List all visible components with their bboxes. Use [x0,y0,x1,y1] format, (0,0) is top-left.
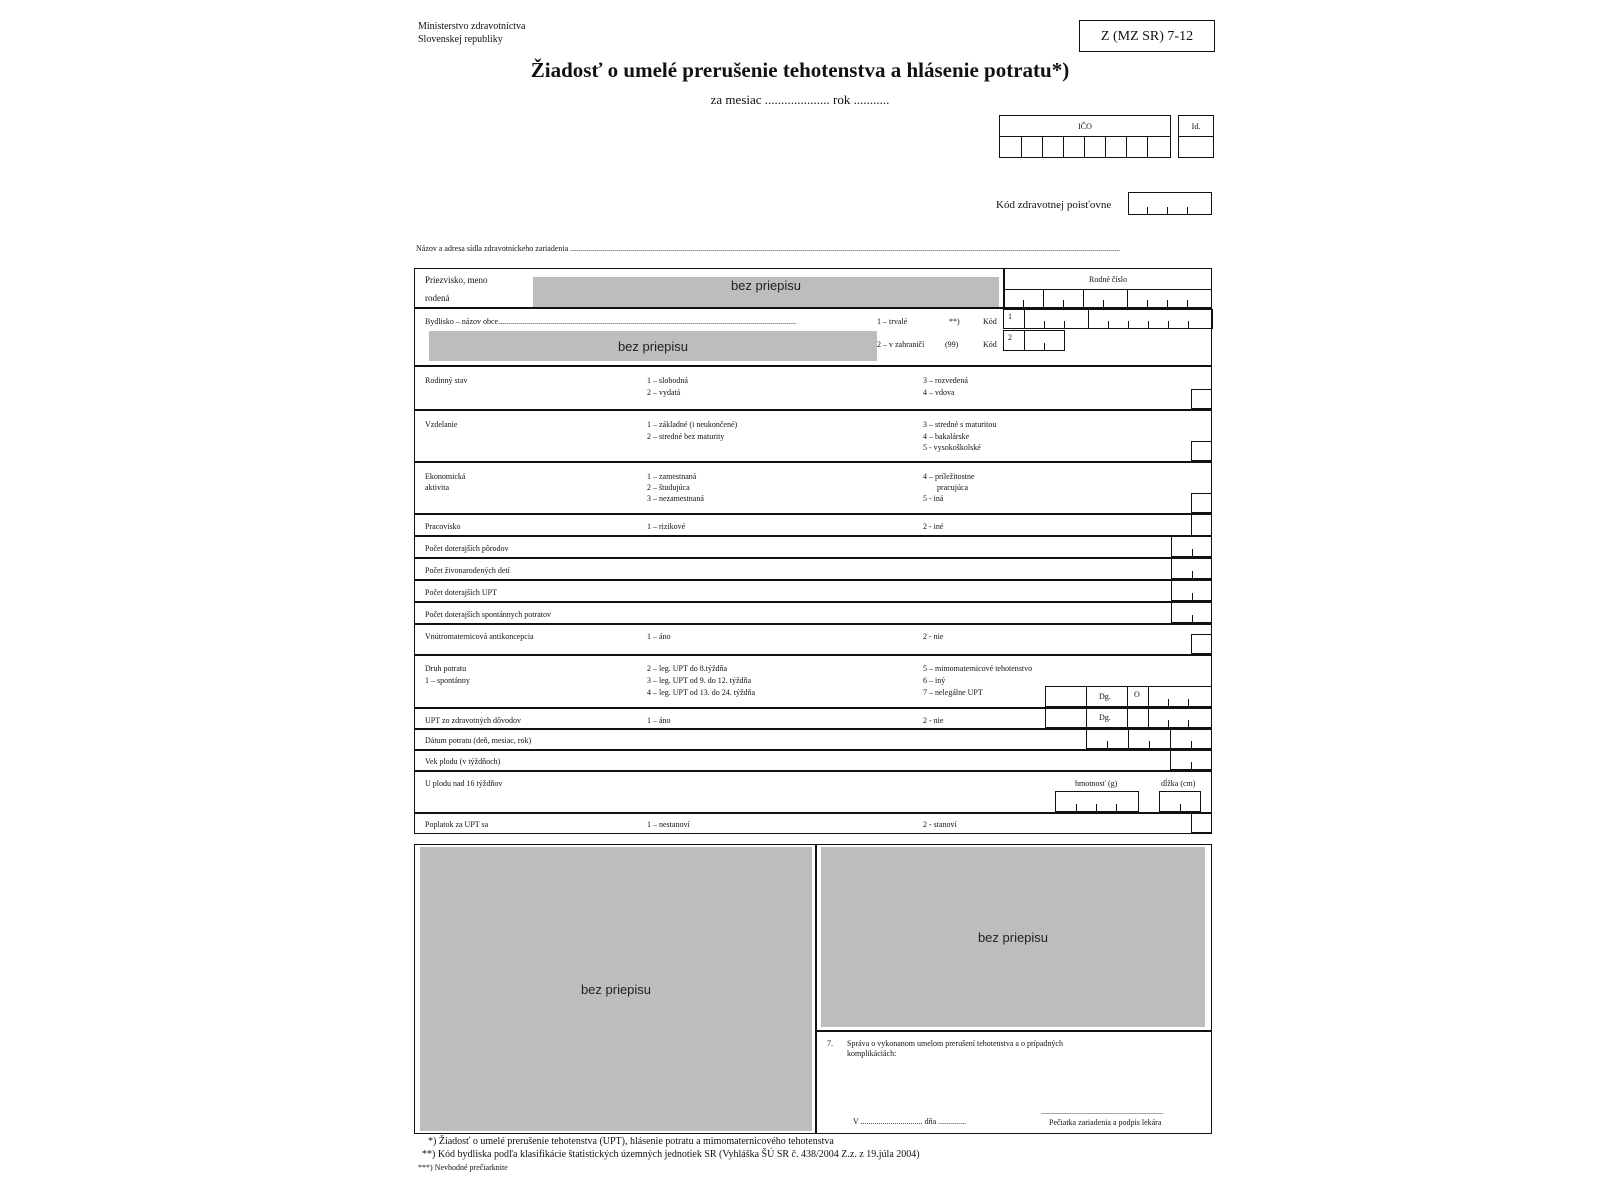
report-text[interactable] [847,1039,1187,1059]
economic-opt-3: 3 – nezamestnaná [647,494,704,503]
economic-opt-4b: pracujúca [937,483,969,492]
length-code-box[interactable] [1159,791,1201,812]
marital-opt-4: 4 – vdova [923,388,955,397]
live-births-code-box[interactable] [1171,557,1212,579]
insurer-label: Kód zdravotnej poisťovne [996,199,1112,211]
residence-permanent: 1 – trvalé [877,317,908,326]
redacted-right-text: bez priepisu [977,929,1049,945]
date-code-box[interactable] [1086,728,1212,749]
rc-label: Rodné číslo [1089,275,1127,284]
economic-opt-1: 1 – zamestnaná [647,472,697,481]
o-label: O [1134,690,1140,699]
fee-code-box[interactable] [1191,812,1212,833]
date-label: Dátum potratu (deň, mesiac, rok) [425,736,532,745]
footnote-2: **) Kód bydliska podľa klasifikácie štatistických územných jednotiek SR (Vyhláška ŠÚ SR č. 438/2004 Z.z. z 19.júla 2004) [422,1149,920,1160]
residence-code-1[interactable] [1003,309,1213,329]
weight-code-box[interactable] [1055,791,1139,812]
box-number-1: 1 [1008,312,1012,321]
dg-label-2: Dg. [1099,713,1111,722]
born-label: rodená [425,293,450,303]
workplace-label: Pracovisko [425,522,461,531]
report-text-line-2: komplikáciách: [847,1049,897,1058]
live-births-label: Počet živonarodených detí [425,566,510,575]
iud-label: Vnútromaternicová antikoncepcia [425,632,534,641]
spont-count-label: Počet doterajších spontánnych potratov [425,610,551,619]
upt-count-code-box[interactable] [1171,579,1212,601]
facility-label-text: Názov a adresa sídla zdravotníckeho zariadenia [416,244,569,253]
abortion-type-opt-5: 5 – mimomaternicové tehotenstvo [923,664,1033,673]
fee-label: Poplatok za UPT sa [425,820,489,829]
rc-digits[interactable] [1003,289,1211,307]
ico-label: IČO [1078,122,1092,131]
abortion-type-label: Druh potratu [425,664,467,673]
kod-label-2: Kód [983,340,997,349]
iud-code-box[interactable] [1191,634,1212,654]
iud-opt-1: 1 – áno [647,632,671,641]
abortion-type-opt-2: 2 – leg. UPT do 8.týždňa [647,664,728,673]
signature-line[interactable]: ............................................................. [1041,1107,1163,1116]
report-text-line-1: Správa o vykonanom umelom prerušení tehotenstva a o prípadných [847,1039,1063,1048]
place-date-line[interactable]: V ............................... dňa .............. [853,1117,967,1126]
id-label: Id. [1191,122,1201,131]
fetal-age-code-box[interactable] [1170,749,1212,770]
dg-label-cell-1 [1086,686,1128,707]
form-title: Žiadosť o umelé prerušenie tehotenstva a hlásenie potratu*) [530,58,1070,82]
spont-count-code-box[interactable] [1171,601,1212,623]
economic-opt-5: 5 - iná [923,494,944,503]
health-reasons-label: UPT zo zdravotných dôvodov [425,716,522,725]
economic-code-box[interactable] [1191,493,1212,513]
abortion-type-opt-7: 7 – nelegálne UPT [923,688,983,697]
dg-label-1: Dg. [1099,692,1111,701]
marital-opt-1: 1 – slobodná [647,376,688,385]
workplace-opt-2: 2 - iné [923,522,944,531]
fetal-age-label: Vek plodu (v týždňoch) [425,757,501,766]
id-box[interactable] [1178,115,1214,158]
abortion-type-opt-6: 6 – iný [923,676,946,685]
main-table [414,268,1212,834]
diagnosis-code-2[interactable] [1127,707,1212,728]
economic-label-2: aktivita [425,483,449,492]
redacted-name [533,277,999,307]
fee-opt-2: 2 - stanoví [923,820,957,829]
redacted-address [429,331,877,361]
footnote-1: *) Žiadosť o umelé prerušenie tehotenstva (UPT), hlásenie potratu a mimomaternicového tehotenstva [428,1136,834,1147]
upt-count-label: Počet doterajších UPT [425,588,497,597]
education-code-box[interactable] [1191,441,1212,461]
insurer-code-box[interactable] [1128,192,1212,215]
over16-label: U plodu nad 16 týždňov [425,779,503,788]
health-reasons-opt-1: 1 – áno [647,716,671,725]
abortion-type-opt-4: 4 – leg. UPT od 13. do 24. týždňa [647,688,756,697]
ministry-line-2: Slovenskej republiky [418,34,503,45]
fee-opt-1: 1 – nestanoví [647,820,690,829]
period-line[interactable]: za mesiac .................... rok ........... [710,92,890,107]
abroad-code: (99) [945,340,959,349]
bottom-section [414,844,1212,1134]
redacted-name-text: bez priepisu [730,278,802,293]
education-opt-1: 1 – základné (i neukončené) [647,420,738,429]
address-label-text: Bydlisko – názov obce [425,317,499,326]
health-reasons-opt-2: 2 - nie [923,716,944,725]
address-label[interactable]: Bydlisko – názov obce..................................................................................................................................................... [425,317,797,326]
kod-label-1: Kód [983,317,997,326]
marital-opt-2: 2 – vydatá [647,388,681,397]
redacted-left-text: bez priepisu [580,981,652,997]
abortion-type-opt-1: 1 – spontánny [425,676,470,685]
marital-label: Rodinný stav [425,376,468,385]
box-number-2: 2 [1008,333,1012,342]
redacted-address-text: bez priepisu [617,338,689,354]
marital-code-box[interactable] [1191,389,1212,409]
education-opt-2: 2 – stredné bez maturity [647,432,725,441]
name-label: Priezvisko, meno [425,275,488,285]
marital-opt-3: 3 – rozvedená [923,376,968,385]
education-opt-4: 4 – bakalárske [923,432,970,441]
stamp-label: Pečiatka zariadenia a podpis lekára [1049,1118,1162,1127]
dg-label-cell-2 [1086,707,1128,728]
workplace-opt-1: 1 – rizikové [647,522,686,531]
ministry-name [418,20,525,46]
education-opt-5: 5 - vysokoškolské [923,443,981,452]
facility-label[interactable]: Názov a adresa sídla zdravotníckeho zariadenia ................................................................................................................................................................................................................................................................................... [416,244,1121,253]
births-label: Počet doterajších pôrodov [425,544,509,553]
abortion-type-opt-3: 3 – leg. UPT od 9. do 12. týždňa [647,676,752,685]
economic-label-1: Ekonomická [425,472,466,481]
diagnosis-code-1[interactable] [1127,686,1212,707]
redacted-right-panel [821,847,1205,1027]
footnote-mark-2: **) [949,317,960,326]
residence-code-2[interactable] [1003,330,1065,351]
redacted-left-panel [420,847,812,1131]
abortion-type-code-box[interactable] [1045,686,1087,707]
education-label: Vzdelanie [425,420,458,429]
footnote-3: ***) Nevhodné prečiarknite [418,1163,508,1172]
report-number: 7. [827,1039,833,1048]
ico-box[interactable] [999,115,1171,158]
length-label: dĺžka (cm) [1161,779,1196,788]
economic-opt-2: 2 – študujúca [647,483,690,492]
residence-abroad: 2 – v zahraničí [877,340,925,349]
economic-opt-4: 4 – príležitostne [923,472,975,481]
education-opt-3: 3 – stredné s maturitou [923,420,997,429]
iud-opt-2: 2 - nie [923,632,944,641]
ministry-line-1: Ministerstvo zdravotníctva [418,21,526,32]
health-reasons-code-box[interactable] [1045,707,1087,728]
weight-label: hmotnosť (g) [1075,779,1118,788]
form-code: Z (MZ SR) 7-12 [1079,20,1215,52]
births-code-box[interactable] [1171,535,1212,557]
